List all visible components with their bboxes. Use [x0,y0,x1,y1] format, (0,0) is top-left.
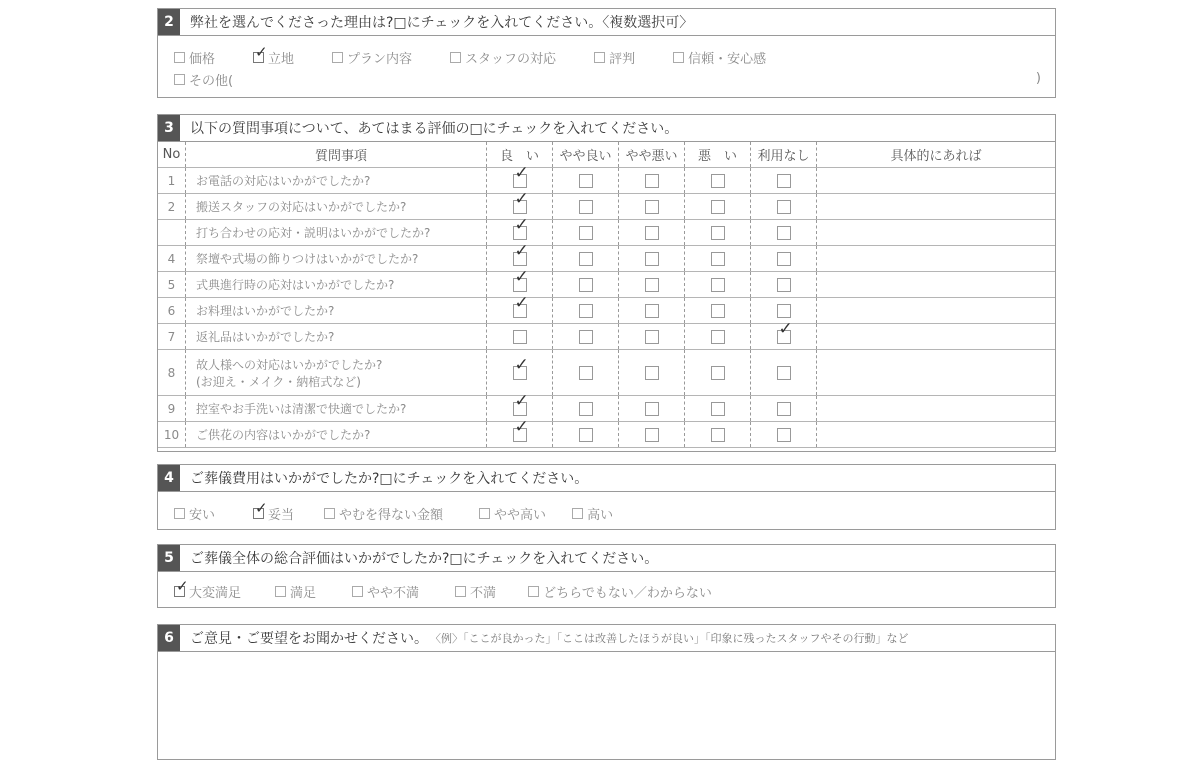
section-4-options [158,492,1055,524]
rating-cell [619,298,685,324]
checkbox-checked[interactable] [253,498,268,519]
rating-checkbox[interactable] [579,402,593,416]
option-label: 信頼・安心感 [688,51,767,67]
rating-cell [685,396,751,422]
rating-cell [619,246,685,272]
rating-cell [553,422,619,448]
rating-checkbox[interactable] [777,200,791,214]
section-3-title: 以下の質問事項について、あてはまる評価の□にチェックを入れてください。 [190,121,679,137]
section-3-header [158,115,1055,142]
rating-checkbox[interactable] [645,252,659,266]
rating-checkbox-checked[interactable] [513,266,529,292]
rating-checkbox-checked[interactable] [777,318,793,344]
section-3-number: 3 [158,115,180,141]
option-label: 立地 [268,51,295,67]
option-item[interactable] [450,46,556,68]
section-5-title: ご葬儀全体の総合評価はいかがでしたか?□にチェックを入れてください。 [190,551,659,567]
option-label: プラン内容 [347,51,413,67]
option-item[interactable] [174,502,215,524]
question-text [186,350,487,396]
checkbox[interactable] [455,586,466,597]
row-number: 5 [158,272,186,298]
rating-checkbox[interactable] [777,366,791,380]
rating-checkbox[interactable] [711,174,725,188]
option-label: 妥当 [268,507,295,523]
rating-checkbox[interactable] [711,304,725,318]
details-cell[interactable] [817,272,1056,298]
check-mark-icon: ✓ [514,214,529,235]
rating-cell [619,324,685,350]
checkbox[interactable] [332,52,343,63]
section-6-header [158,625,1055,652]
details-cell[interactable] [817,246,1056,272]
section-2-number: 2 [158,9,180,35]
option-other[interactable] [174,68,233,90]
table-header-row [158,142,1055,168]
rating-cell [751,272,817,298]
table-row [158,220,1055,246]
rating-checkbox[interactable] [645,226,659,240]
rating-checkbox[interactable] [777,174,791,188]
rating-checkbox-checked[interactable] [513,188,529,214]
question-line: 搬送スタッフの対応はいかがでしたか? [196,200,407,214]
check-mark-icon: ✓ [514,354,529,375]
section-5-number: 5 [158,545,180,571]
option-item[interactable] [594,46,635,68]
rating-cell [751,396,817,422]
rating-cell [619,350,685,396]
option-item[interactable] [352,580,419,602]
rating-checkbox[interactable] [711,226,725,240]
checkbox[interactable] [352,586,363,597]
checkbox[interactable] [324,508,335,519]
rating-cell [685,350,751,396]
rating-checkbox-checked[interactable] [513,292,529,318]
checkbox[interactable] [275,586,286,597]
rating-checkbox[interactable] [579,278,593,292]
rating-checkbox[interactable] [777,252,791,266]
rating-cell [553,194,619,220]
section-3-questions [157,114,1056,452]
rating-cell [553,298,619,324]
rating-checkbox-checked[interactable] [513,390,529,416]
rating-checkbox[interactable] [645,428,659,442]
rating-cell [553,168,619,194]
checkbox[interactable] [479,508,490,519]
details-cell[interactable] [817,220,1056,246]
rating-cell [685,220,751,246]
row-number: 4 [158,246,186,272]
rating-cell [619,396,685,422]
rating-checkbox[interactable] [711,366,725,380]
question-text [186,422,487,448]
rating-cell [553,396,619,422]
check-mark-icon: ✓ [514,188,529,209]
table-row [158,422,1055,448]
rating-checkbox[interactable] [645,402,659,416]
question-subline: (お迎え・メイク・納棺式など) [196,374,361,389]
table-row [158,246,1055,272]
check-mark-icon: ✓ [514,240,529,261]
rating-cell [751,220,817,246]
section-2-options [158,36,1055,68]
rating-checkbox-checked[interactable] [513,416,529,442]
check-mark-icon: ✓ [514,266,529,287]
check-mark-icon: ✓ [255,498,268,517]
table-row [158,396,1055,422]
question-line: お料理はいかがでしたか? [196,304,335,318]
rating-checkbox[interactable] [579,174,593,188]
section-2-other-row [158,68,1055,90]
section-5-overall [157,544,1056,608]
rating-checkbox[interactable] [579,200,593,214]
rating-checkbox[interactable] [711,402,725,416]
details-cell[interactable] [817,422,1056,448]
col-good: 良 い [487,142,553,168]
rating-cell [553,246,619,272]
question-line: 故人様への対応はいかがでしたか? [196,357,383,372]
row-number: 10 [158,422,186,448]
rating-checkbox[interactable] [711,330,725,344]
option-label: 安い [189,507,216,523]
rating-cell [487,416,553,448]
section-2-title: 弊社を選んでくださった理由は?□にチェックを入れてください。〈複数選択可〉 [190,15,694,31]
rating-cell [751,422,817,448]
check-mark-icon: ✓ [514,390,529,411]
rating-cell [487,324,553,350]
option-other-label: その他( [189,73,234,89]
option-item[interactable] [324,502,443,524]
rating-cell [553,220,619,246]
rating-checkbox[interactable] [645,366,659,380]
checkbox-checked[interactable] [174,576,189,597]
option-label: やや不満 [367,585,420,601]
rating-checkbox[interactable] [645,278,659,292]
question-line: 返礼品はいかがでしたか? [196,330,335,344]
option-item[interactable] [253,498,295,524]
row-number [158,220,186,246]
rating-checkbox[interactable] [579,428,593,442]
table-row [158,350,1055,396]
rating-checkbox[interactable] [777,304,791,318]
option-label: 評判 [609,51,636,67]
rating-cell [553,272,619,298]
check-mark-icon: ✓ [514,162,529,183]
checkbox-checked[interactable] [253,42,268,63]
rating-checkbox[interactable] [711,278,725,292]
checkbox[interactable] [594,52,605,63]
rating-cell [619,422,685,448]
details-cell[interactable] [817,396,1056,422]
option-item[interactable] [174,576,242,602]
rating-checkbox[interactable] [711,252,725,266]
option-label: スタッフの対応 [465,51,557,67]
details-cell[interactable] [817,350,1056,396]
rating-checkbox[interactable] [777,226,791,240]
rating-checkbox-checked[interactable] [513,354,529,380]
col-no: No [158,142,186,168]
section-6-comments [157,624,1056,760]
option-label: やむを得ない金額 [339,507,444,523]
option-label: どちらでもない／わからない [543,585,712,601]
rating-checkbox[interactable] [579,252,593,266]
option-label: 満足 [290,585,317,601]
checkbox[interactable] [572,508,583,519]
rating-checkbox[interactable] [777,278,791,292]
rating-cell [487,292,553,324]
comments-textarea[interactable] [158,652,1055,760]
col-bad: 悪 い [685,142,751,168]
checkbox[interactable] [174,74,185,85]
rating-cell [553,324,619,350]
question-text [186,220,487,246]
question-line: 打ち合わせの応対・説明はいかがでしたか? [196,226,431,240]
rating-cell [619,220,685,246]
option-label: やや高い [494,507,547,523]
checkbox[interactable] [450,52,461,63]
details-cell[interactable] [817,168,1056,194]
question-line: 控室やお手洗いは清潔で快適でしたか? [196,402,407,416]
option-item[interactable] [479,502,546,524]
section-4-title: ご葬儀費用はいかがでしたか?□にチェックを入れてください。 [190,471,589,487]
rating-checkbox[interactable] [645,330,659,344]
rating-checkbox[interactable] [711,428,725,442]
col-fairly-good: やや良い [553,142,619,168]
rating-cell [553,350,619,396]
rating-checkbox[interactable] [579,330,593,344]
rating-checkbox[interactable] [777,428,791,442]
option-item[interactable] [275,580,316,602]
option-item[interactable] [572,502,613,524]
section-5-header [158,545,1055,572]
row-number: 9 [158,396,186,422]
option-item[interactable] [332,46,412,68]
rating-checkbox[interactable] [711,200,725,214]
section-4-header [158,465,1055,492]
rating-cell [751,246,817,272]
rating-cell [619,272,685,298]
option-item[interactable] [455,580,496,602]
question-text [186,396,487,422]
question-text [186,272,487,298]
rating-cell [685,168,751,194]
rating-cell [751,318,817,350]
table-row [158,324,1055,350]
question-line: 式典進行時の応対はいかがでしたか? [196,278,395,292]
section-6-number: 6 [158,625,180,651]
row-number: 6 [158,298,186,324]
row-number: 8 [158,350,186,396]
rating-checkbox-checked[interactable] [513,240,529,266]
question-text [186,246,487,272]
section-4-number: 4 [158,465,180,491]
rating-cell [619,194,685,220]
rating-checkbox-checked[interactable] [513,214,529,240]
checkbox[interactable] [174,508,185,519]
option-label: 高い [587,507,614,523]
rating-cell [751,168,817,194]
rating-cell [685,272,751,298]
details-cell[interactable] [817,324,1056,350]
rating-checkbox[interactable] [579,226,593,240]
rating-cell [685,298,751,324]
question-text [186,168,487,194]
checkbox[interactable] [174,52,185,63]
rating-checkbox[interactable] [777,402,791,416]
row-number: 1 [158,168,186,194]
table-row [158,194,1055,220]
col-fairly-bad: やや悪い [619,142,685,168]
option-item[interactable] [174,46,215,68]
section-2-header [158,9,1055,36]
rating-cell [685,422,751,448]
check-mark-icon: ✓ [778,318,793,339]
table-row [158,298,1055,324]
row-number: 7 [158,324,186,350]
question-text [186,324,487,350]
rating-cell [751,194,817,220]
rating-checkbox-checked[interactable] [513,162,529,188]
rating-checkbox[interactable] [645,200,659,214]
rating-checkbox[interactable] [579,304,593,318]
details-cell[interactable] [817,298,1056,324]
option-item[interactable] [673,46,766,68]
rating-cell [685,194,751,220]
rating-cell [685,246,751,272]
section-4-cost [157,464,1056,530]
option-label: 大変満足 [189,585,242,601]
check-mark-icon: ✓ [514,416,529,437]
section-2-reasons [157,8,1056,98]
table-row [158,272,1055,298]
question-text [186,194,487,220]
question-table [158,142,1055,448]
col-details: 具体的にあれば [817,142,1056,168]
question-line: ご供花の内容はいかがでしたか? [196,428,371,442]
section-6-example: 〈例〉「ここが良かった」「ここは改善したほうが良い」「印象に残ったスタッフやその行動」など [430,632,909,645]
check-mark-icon: ✓ [176,576,189,595]
section-5-options [158,572,1055,602]
rating-cell [685,324,751,350]
rating-checkbox[interactable] [645,304,659,318]
rating-cell [619,168,685,194]
col-question: 質問事項 [186,142,487,168]
option-other-close: ) [1035,71,1041,86]
details-cell[interactable] [817,194,1056,220]
question-text [186,298,487,324]
rating-cell [751,350,817,396]
rating-checkbox[interactable] [645,174,659,188]
option-item[interactable] [528,580,712,602]
table-row [158,168,1055,194]
row-number: 2 [158,194,186,220]
question-line: お電話の対応はいかがでしたか? [196,174,371,188]
option-item[interactable] [253,42,295,68]
section-6-title: ご意見・ご要望をお聞かせください。 [190,631,428,647]
option-label: 不満 [470,585,497,601]
check-mark-icon: ✓ [514,292,529,313]
checkbox[interactable] [528,586,539,597]
rating-checkbox[interactable] [513,330,527,344]
option-label: 価格 [189,51,216,67]
rating-cell [487,350,553,396]
col-not-used: 利用なし [751,142,817,168]
check-mark-icon: ✓ [255,42,268,61]
checkbox[interactable] [673,52,684,63]
question-line: 祭壇や式場の飾りつけはいかがでしたか? [196,252,419,266]
rating-checkbox[interactable] [579,366,593,380]
